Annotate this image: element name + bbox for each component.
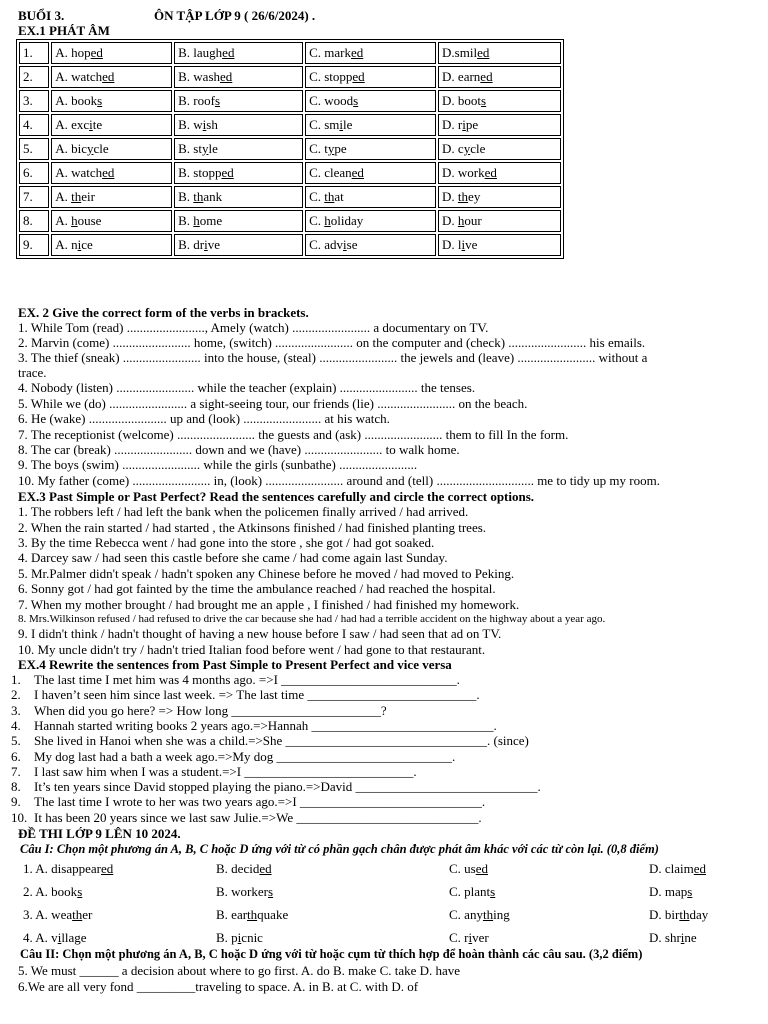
option-text: A. book: [35, 884, 78, 899]
answer-option[interactable]: [51, 114, 172, 136]
option-text: A. hop: [55, 45, 91, 60]
ex2-sentence: 6. He (wake) ........................ up and (look) ........................ at his watch.: [18, 411, 390, 426]
answer-option[interactable]: [305, 42, 436, 64]
underlined-letters: h: [457, 213, 465, 228]
answer-option[interactable]: [174, 138, 303, 160]
answer-option[interactable]: [216, 907, 288, 922]
row-number: 5.: [19, 138, 49, 160]
table-row: [19, 114, 561, 136]
answer-option[interactable]: [216, 884, 273, 899]
underlined-letters: th: [482, 907, 494, 922]
answer-option[interactable]: [23, 861, 113, 876]
option-text: B. stopp: [178, 165, 222, 180]
option-text: C. adv: [309, 237, 344, 252]
ex3-sentence: 4. Darcey saw / had seen this castle before she came / had come again last Sunday.: [18, 550, 448, 565]
ex4-sentence: It’s ten years since David stopped playing the piano.=>David ____________________________.: [34, 779, 541, 795]
option-text: C. mark: [309, 45, 351, 60]
answer-option[interactable]: [174, 42, 303, 64]
underlined-letters: ed: [101, 861, 114, 876]
underlined-letters: i: [57, 930, 62, 945]
option-text-rest: ank: [203, 189, 223, 204]
option-text-rest: ve: [207, 237, 221, 252]
option-text: D.smil: [442, 45, 478, 60]
ex2-sentence: 5. While we (do) ........................ a sight-seeing tour, our friends (lie) ........................ on the beach.: [18, 396, 528, 411]
ex3-sentence: 5. Mr.Palmer didn't speak / hadn't spoken any Chinese before he moved / had moved to Peking.: [18, 566, 515, 581]
ex4-sentence: The last time I met him was 4 months ago. =>I ___________________________.: [34, 672, 460, 687]
answer-option[interactable]: [23, 907, 92, 922]
underlined-letters: ed: [221, 165, 234, 180]
answer-option[interactable]: [174, 114, 303, 136]
exam-q1-title: Câu I: Chọn một phương án A, B, C hoặc D ứng với từ có phần gạch chân được phát âm khác với các từ còn lại. (0,8 điểm): [20, 842, 659, 856]
ex2-title: EX. 2 Give the correct form of the verbs in brackets.: [18, 305, 309, 320]
underlined-letters: h: [71, 213, 78, 228]
table-row: [19, 42, 561, 64]
option-text-rest: le: [208, 141, 218, 156]
answer-option[interactable]: [305, 138, 436, 160]
answer-option[interactable]: [23, 884, 82, 899]
option-text-rest: cle: [470, 141, 486, 156]
underlined-letters: i: [77, 237, 82, 252]
underlined-letters: s: [353, 93, 359, 108]
option-text: D. l: [442, 237, 462, 252]
underlined-letters: ed: [352, 69, 365, 84]
answer-option[interactable]: [174, 66, 303, 88]
answer-option[interactable]: [438, 138, 561, 160]
ex3-sentence: 8. Mrs.Wilkinson refused / had refused to drive the car because she had / had had a terrible accident on the highway about a year ago.: [18, 613, 606, 625]
ex4-sentence: I last saw him when I was a student.=>I __________________________.: [34, 763, 417, 779]
underlined-letters: i: [89, 117, 93, 132]
answer-option[interactable]: [649, 930, 697, 945]
option-text: B. roof: [178, 93, 215, 108]
ex4-title: EX.4 Rewrite the sentences from Past Simple to Present Perfect and vice versa: [18, 657, 452, 672]
underlined-letters: s: [490, 884, 496, 899]
underlined-letters: th: [71, 189, 82, 204]
option-text: D. work: [442, 165, 485, 180]
answer-option[interactable]: [23, 930, 87, 945]
option-text: B. dr: [178, 237, 205, 252]
underlined-letters: ed: [102, 69, 115, 84]
ex3-sentence: 3. By the time Rebecca went / had gone into the store , she got / had got soaked.: [18, 535, 435, 550]
underlined-letters: i: [468, 930, 473, 945]
answer-option[interactable]: [51, 234, 172, 256]
ex2-sentence: 4. Nobody (listen) ........................ while the teacher (explain) ........................ the tenses.: [18, 380, 476, 395]
underlined-letters: h: [324, 213, 331, 228]
option-text: C. any: [449, 907, 483, 922]
answer-option[interactable]: [438, 114, 561, 136]
answer-option[interactable]: [51, 210, 172, 232]
underlined-letters: s: [268, 884, 274, 899]
option-text-rest: ne: [684, 930, 697, 945]
answer-option[interactable]: [438, 42, 561, 64]
option-text: A. wea: [35, 907, 73, 922]
option-text: C. us: [449, 861, 476, 876]
option-text: C. t: [309, 141, 328, 156]
underlined-letters: i: [237, 930, 242, 945]
option-text-rest: oliday: [330, 213, 364, 228]
answer-option[interactable]: [305, 186, 436, 208]
ex4-number: 4.: [11, 717, 21, 733]
answer-option[interactable]: [305, 114, 436, 136]
underlined-letters: ed: [102, 165, 115, 180]
option-text: C.: [309, 213, 325, 228]
option-text: A.: [55, 189, 72, 204]
exam-q2-title: Câu II: Chọn một phương án A, B, C hoặc D ứng với từ hoặc cụm từ thích hợp để hoàn thành các câu sau. (3,2 điểm): [20, 947, 643, 961]
option-text-rest: day: [689, 907, 709, 922]
answer-option[interactable]: [216, 861, 272, 876]
answer-option[interactable]: [438, 90, 561, 112]
option-text-rest: pe: [334, 141, 347, 156]
answer-option[interactable]: [216, 930, 263, 945]
option-text: D.: [442, 213, 458, 228]
option-text: D. boot: [442, 93, 482, 108]
option-text: B. decid: [216, 861, 260, 876]
underlined-letters: i: [204, 237, 208, 252]
underlined-letters: ed: [350, 45, 364, 60]
ex4-number: 8.: [11, 779, 21, 795]
row-number: 1.: [19, 42, 49, 64]
ex3-title: EX.3 Past Simple or Past Perfect? Read the sentences carefully and circle the correct options.: [18, 489, 535, 504]
option-text: D. c: [442, 141, 464, 156]
underlined-letters: y: [463, 141, 471, 156]
option-text-rest: le: [343, 117, 353, 132]
option-text: B.: [178, 213, 194, 228]
underlined-letters: i: [202, 117, 207, 132]
answer-option[interactable]: [51, 186, 172, 208]
ex4-number: 7.: [11, 763, 21, 779]
underlined-letters: i: [339, 117, 344, 132]
option-text-rest: ouse: [77, 213, 102, 228]
ex4-sentence: She lived in Hanoi when she was a child.=>She _______________________________. (since): [34, 733, 529, 749]
option-text-rest: at: [334, 189, 344, 204]
answer-option[interactable]: [449, 907, 510, 922]
ex4-number: 3.: [11, 702, 21, 718]
worksheet-title: ÔN TẬP LỚP 9 ( 26/6/2024) .: [154, 8, 316, 23]
underlined-letters: s: [77, 884, 83, 899]
answer-option[interactable]: [174, 90, 303, 112]
option-text-rest: sh: [206, 117, 218, 132]
row-number: 8.: [19, 210, 49, 232]
answer-option[interactable]: [449, 884, 495, 899]
option-text: D.: [442, 189, 458, 204]
option-text: A. n: [55, 237, 78, 252]
underlined-letters: i: [461, 237, 466, 252]
answer-option[interactable]: [174, 186, 303, 208]
option-text: B. ear: [216, 907, 248, 922]
ex4-number: 10.: [11, 809, 28, 825]
answer-option[interactable]: [51, 162, 172, 184]
question-number: 2.: [23, 884, 33, 899]
row-number: 4.: [19, 114, 49, 136]
question-number: 4.: [23, 930, 33, 945]
option-text: A. watch: [55, 165, 103, 180]
option-text-rest: cle: [93, 141, 109, 156]
underlined-letters: i: [343, 237, 347, 252]
ex4-number: 1.: [11, 672, 21, 687]
answer-option[interactable]: [174, 234, 303, 256]
answer-option[interactable]: [174, 162, 303, 184]
option-text-rest: eir: [81, 189, 95, 204]
underlined-letters: th: [247, 907, 258, 922]
underlined-letters: s: [214, 93, 221, 108]
option-text: A. watch: [55, 69, 103, 84]
exam-q2-question: 5. We must ______ a decision about where to go first. A. do B. make C. take D. have: [18, 963, 461, 978]
ex2-sentence: 9. The boys (swim) ........................ while the girls (sunbathe) ........................: [18, 457, 418, 472]
answer-option[interactable]: [174, 210, 303, 232]
table-row: [19, 138, 561, 160]
ex2-sentence: trace.: [18, 365, 47, 380]
option-text-rest: cnic: [241, 930, 263, 945]
underlined-letters: th: [324, 189, 335, 204]
underlined-letters: ed: [477, 45, 490, 60]
option-text: C. stopp: [309, 69, 353, 84]
underlined-letters: s: [481, 93, 487, 108]
ex1-pronunciation-table: [16, 39, 564, 259]
underlined-letters: th: [457, 189, 469, 204]
underlined-letters: th: [72, 907, 83, 922]
row-number: 9.: [19, 234, 49, 256]
ex4-number: 5.: [11, 733, 21, 749]
table-row: [19, 162, 561, 184]
option-text: A. disappear: [35, 861, 101, 876]
answer-option[interactable]: [649, 884, 692, 899]
answer-option[interactable]: [438, 234, 561, 256]
exam-q2-question: 6.We are all very fond _________traveling to space. A. in B. at C. with D. of: [18, 979, 419, 994]
underlined-letters: ed: [475, 861, 489, 876]
ex3-sentence: 2. When the rain started / had started , the Atkinsons finished / had finished planting trees.: [18, 520, 487, 535]
option-text: B.: [178, 189, 194, 204]
ex3-sentence: 10. My uncle didn't try / hadn't tried Italian food before went / had gone to that restaurant.: [18, 642, 486, 657]
option-text: C.: [309, 189, 325, 204]
ex3-sentence: 7. When my mother brought / had brought me an apple , I finished / had finished my homework.: [18, 597, 520, 612]
underlined-letters: i: [462, 117, 466, 132]
table-row: [19, 66, 561, 88]
underlined-letters: ed: [220, 69, 233, 84]
option-text: D. bir: [649, 907, 680, 922]
ex3-sentence: 9. I didn't think / hadn't thought of having a new house before I saw / had seen that ad on TV.: [18, 626, 502, 641]
option-text-rest: er: [82, 907, 93, 922]
option-text-rest: ey: [468, 189, 481, 204]
option-text: D. r: [442, 117, 463, 132]
option-text-rest: our: [464, 213, 482, 228]
table-row: [19, 90, 561, 112]
answer-option[interactable]: [51, 90, 172, 112]
option-text: C. wood: [309, 93, 354, 108]
option-text: A.: [55, 213, 72, 228]
option-text: C. clean: [309, 165, 352, 180]
ex4-sentence: When did you go here? => How long _______________________?: [34, 702, 387, 718]
answer-option[interactable]: [649, 861, 706, 876]
option-text: C. sm: [309, 117, 340, 132]
option-text: D. earn: [442, 69, 481, 84]
row-number: 6.: [19, 162, 49, 184]
table-row: [19, 186, 561, 208]
underlined-letters: y: [327, 141, 335, 156]
ex4-sentence: Hannah started writing books 2 years ago.=>Hannah ____________________________.: [34, 717, 497, 733]
ex2-sentence: 7. The receptionist (welcome) ........................ the guests and (ask) ........................ them to fill In the form.: [18, 427, 569, 442]
option-text: A. exc: [55, 117, 90, 132]
row-number: 2.: [19, 66, 49, 88]
option-text-rest: ing: [493, 907, 510, 922]
answer-option[interactable]: [305, 234, 436, 256]
table-row: [19, 210, 561, 232]
answer-option[interactable]: [305, 90, 436, 112]
underlined-letters: ed: [480, 69, 493, 84]
option-text: A. v: [35, 930, 58, 945]
answer-option[interactable]: [51, 42, 172, 64]
ex4-number: 2.: [11, 687, 21, 703]
row-number: 3.: [19, 90, 49, 112]
option-text-rest: llage: [61, 930, 87, 945]
answer-option[interactable]: [51, 138, 172, 160]
option-text: C. plant: [449, 884, 491, 899]
option-text-rest: ce: [81, 237, 93, 252]
answer-option[interactable]: [51, 66, 172, 88]
ex4-sentence: My dog last had a bath a week ago.=>My dog ___________________________.: [34, 748, 456, 764]
answer-option[interactable]: [305, 66, 436, 88]
option-text-rest: se: [346, 237, 358, 252]
answer-option[interactable]: [438, 210, 561, 232]
exam-title: ĐỀ THI LỚP 9 LÊN 10 2024.: [18, 826, 181, 841]
ex4-number: 9.: [11, 794, 21, 810]
answer-option[interactable]: [649, 907, 708, 922]
option-text: D. map: [649, 884, 688, 899]
answer-option[interactable]: [449, 861, 488, 876]
answer-option[interactable]: [305, 162, 436, 184]
ex1-title: EX.1 PHÁT ÂM: [18, 23, 110, 38]
option-text: B. laugh: [178, 45, 223, 60]
table-row: [19, 234, 561, 256]
ex2-sentence: 3. The thief (sneak) ........................ into the house, (steal) ........................ the jewels and (leave) ........................ without a: [18, 350, 648, 365]
ex3-sentence: 1. The robbers left / had left the bank when the policemen finally arrived / had arrived.: [18, 504, 469, 519]
option-text-rest: quake: [257, 907, 289, 922]
ex2-sentence: 8. The car (break) ........................ down and we (have) ........................ to walk home.: [18, 442, 460, 457]
ex4-sentence: The last time I wrote to her was two years ago.=>I ____________________________.: [34, 794, 486, 810]
option-text: C. r: [449, 930, 469, 945]
question-number: 1.: [23, 861, 33, 876]
option-text-rest: te: [92, 117, 103, 132]
underlined-letters: ed: [90, 45, 103, 60]
underlined-letters: ed: [222, 45, 235, 60]
option-text: B. st: [178, 141, 202, 156]
underlined-letters: ed: [693, 861, 707, 876]
question-number: 3.: [23, 907, 33, 922]
underlined-letters: ed: [351, 165, 364, 180]
answer-option[interactable]: [438, 186, 561, 208]
option-text: D. shr: [649, 930, 681, 945]
ex4-number: 6.: [11, 748, 21, 764]
answer-option[interactable]: [438, 162, 561, 184]
option-text: A. book: [55, 93, 98, 108]
underlined-letters: th: [193, 189, 204, 204]
option-text: B. worker: [216, 884, 268, 899]
option-text-rest: ome: [199, 213, 223, 228]
underlined-letters: ed: [484, 165, 497, 180]
option-text: B. wash: [178, 69, 220, 84]
underlined-letters: y: [87, 141, 94, 156]
option-text: A. bic: [55, 141, 87, 156]
underlined-letters: ed: [259, 861, 272, 876]
option-text: D. claim: [649, 861, 694, 876]
underlined-letters: th: [679, 907, 690, 922]
ex2-sentence: 2. Marvin (come) ........................ home, (switch) ........................ on the computer and (check) ........................ his emails.: [18, 335, 646, 350]
ex3-sentence: 6. Sonny got / had got fainted by the time the ambulance reached / had reached the hospital.: [18, 581, 496, 596]
ex4-sentence: I haven’t seen him since last week. => The last time __________________________.: [34, 687, 480, 703]
option-text: B. p: [216, 930, 238, 945]
underlined-letters: y: [201, 141, 209, 156]
option-text-rest: pe: [465, 117, 479, 132]
ex2-sentence: 10. My father (come) ........................ in, (look) ........................ around and (tell) .............................. me to tidy up my room.: [18, 473, 660, 488]
ex2-sentence: 1. While Tom (read) ........................, Amely (watch) ........................ a documentary on TV.: [18, 320, 489, 335]
option-text-rest: ve: [465, 237, 478, 252]
underlined-letters: h: [193, 213, 200, 228]
underlined-letters: s: [97, 93, 103, 108]
option-text: B. w: [178, 117, 203, 132]
answer-option[interactable]: [305, 210, 436, 232]
underlined-letters: s: [687, 884, 693, 899]
answer-option[interactable]: [438, 66, 561, 88]
answer-option[interactable]: [449, 930, 489, 945]
underlined-letters: i: [680, 930, 685, 945]
ex4-sentence: It has been 20 years since we last saw Julie.=>We ____________________________.: [34, 809, 482, 825]
option-text-rest: ver: [472, 930, 489, 945]
row-number: 7.: [19, 186, 49, 208]
lesson-label: BUỔI 3.: [18, 8, 65, 23]
